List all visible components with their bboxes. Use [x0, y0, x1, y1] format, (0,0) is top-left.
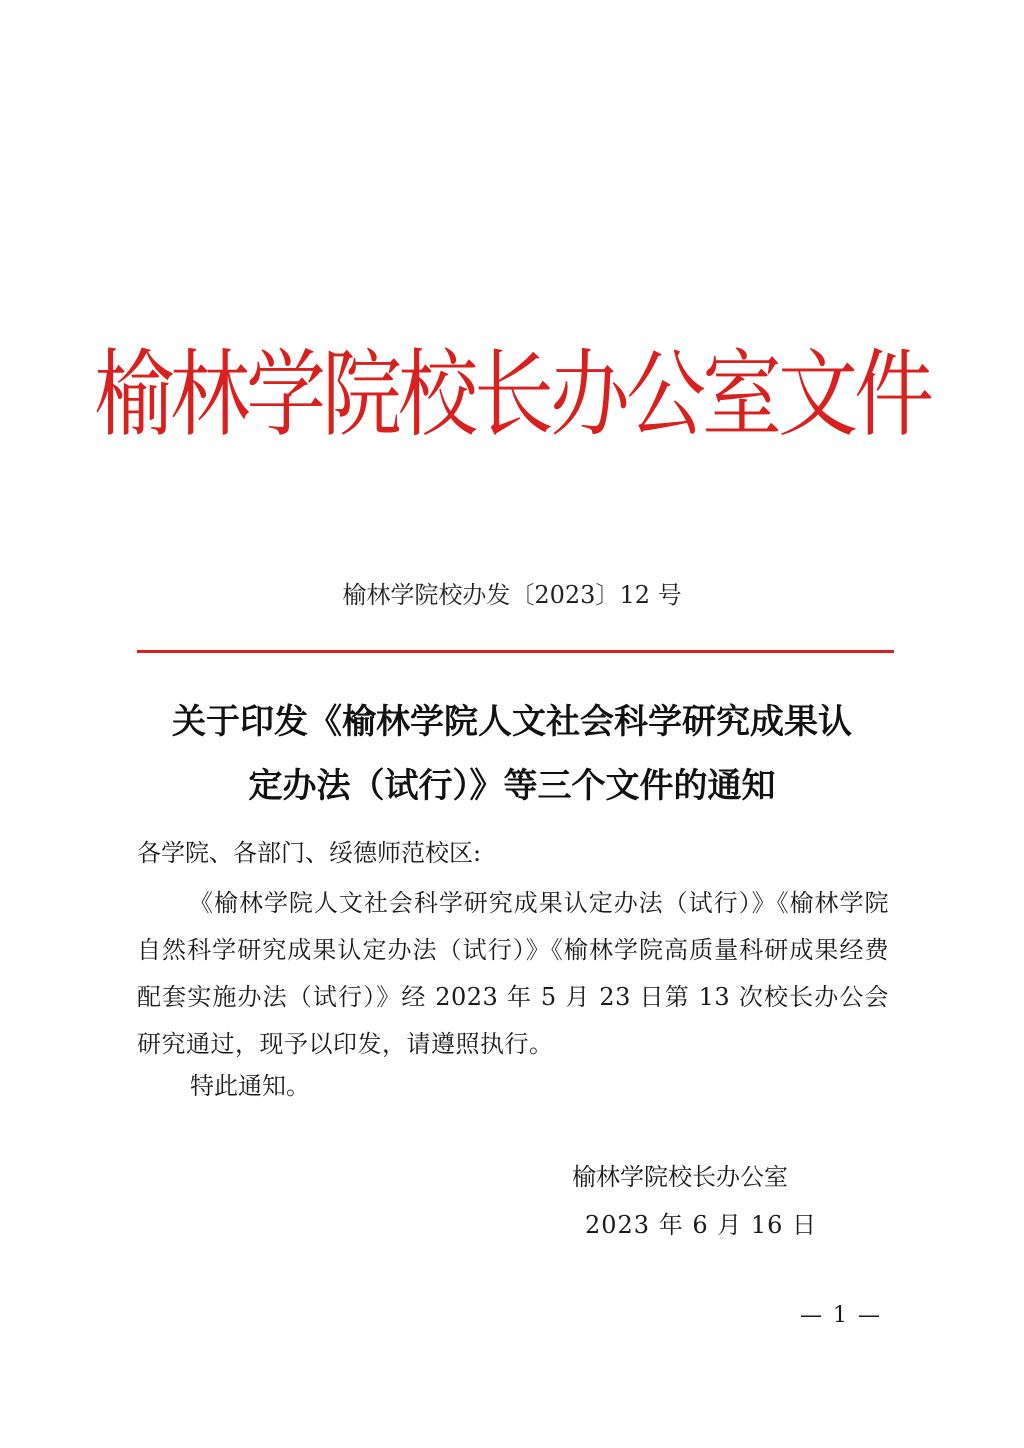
closing-remark: 特此通知。 [190, 1072, 310, 1100]
page-number: — 1 — [800, 1303, 882, 1328]
signature-office: 榆林学院校长办公室 [572, 1163, 788, 1191]
issuer-banner: 榆林学院校长办公室文件 [94, 339, 930, 450]
document-title [120, 690, 904, 818]
salutation: 各学院、各部门、绥德师范校区: [137, 839, 482, 867]
signature-date: 2023 年 6 月 16 日 [585, 1211, 818, 1239]
document-number: 榆林学院校办发〔2023〕12 号 [342, 581, 682, 609]
document-title-line-2: 定办法（试行）》等三个文件的通知 [248, 766, 776, 806]
document-title-line-1: 关于印发《榆林学院人文社会科学研究成果认 [172, 702, 852, 742]
body-paragraph: 《榆林学院人文社会科学研究成果认定办法（试行）》《榆林学院自然科学研究成果认定办法（试行）》《榆林学院高质量科研成果经费配套实施办法（试行）》经 2023 年 5 月 23 日第 13 次校长办公会研究通过，现予以印发，请遵照执行。 [137, 889, 889, 1058]
red-divider-line [137, 650, 894, 653]
